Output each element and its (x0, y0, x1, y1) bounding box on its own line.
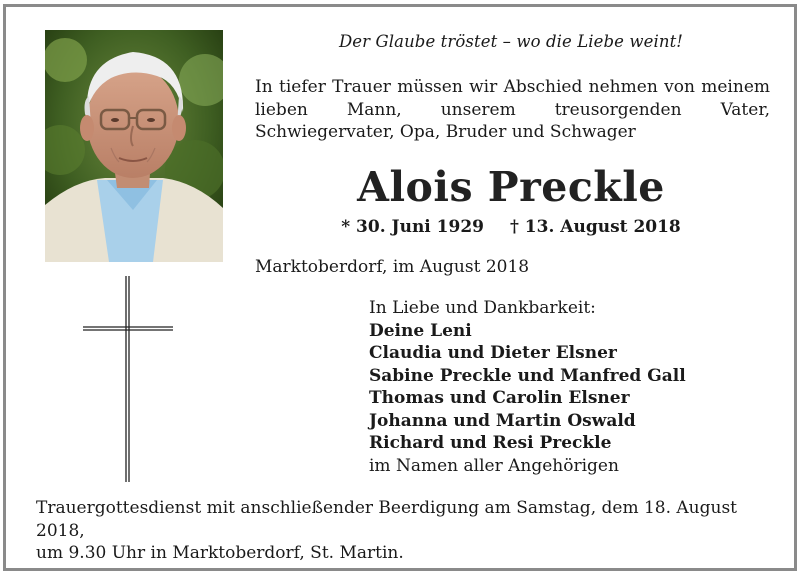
family-member: Johanna und Martin Oswald (369, 410, 636, 431)
motto-quote: Der Glaube tröstet – wo die Liebe weint! (338, 32, 684, 51)
birth-date: * 30. Juni 1929 (341, 217, 484, 237)
portrait-photo (45, 30, 223, 262)
place-and-date: Marktoberdorf, im August 2018 (255, 257, 530, 277)
family-member: Richard und Resi Preckle (369, 433, 612, 453)
funeral-service-info (36, 497, 768, 565)
death-date: † 13. August 2018 (510, 217, 681, 237)
deceased-name: Alois Preckle (357, 163, 665, 211)
family-signatures (369, 297, 769, 477)
family-member: Deine Leni (369, 320, 472, 341)
family-member: Claudia und Dieter Elsner (369, 343, 617, 363)
family-intro: In Liebe und Dankbarkeit: (369, 298, 596, 318)
service-line-2: um 9.30 Uhr in Marktoberdorf, St. Martin. (36, 543, 404, 563)
life-dates (255, 217, 767, 237)
family-member: Thomas und Carolin Elsner (369, 388, 630, 408)
family-closing: im Namen aller Angehörigen (369, 455, 619, 476)
family-member: Sabine Preckle und Manfred Gall (369, 365, 686, 386)
mourning-intro: In tiefer Trauer müssen wir Abschied nehmen von meinem lieben Mann, unserem treusorgenden Vater, Schwiegervater, Opa, Bruder und Schwager (255, 77, 770, 142)
service-line-1: Trauergottesdienst mit anschließender Beerdigung am Samstag, dem 18. August 2018, (36, 498, 738, 541)
cross-icon (80, 276, 176, 482)
